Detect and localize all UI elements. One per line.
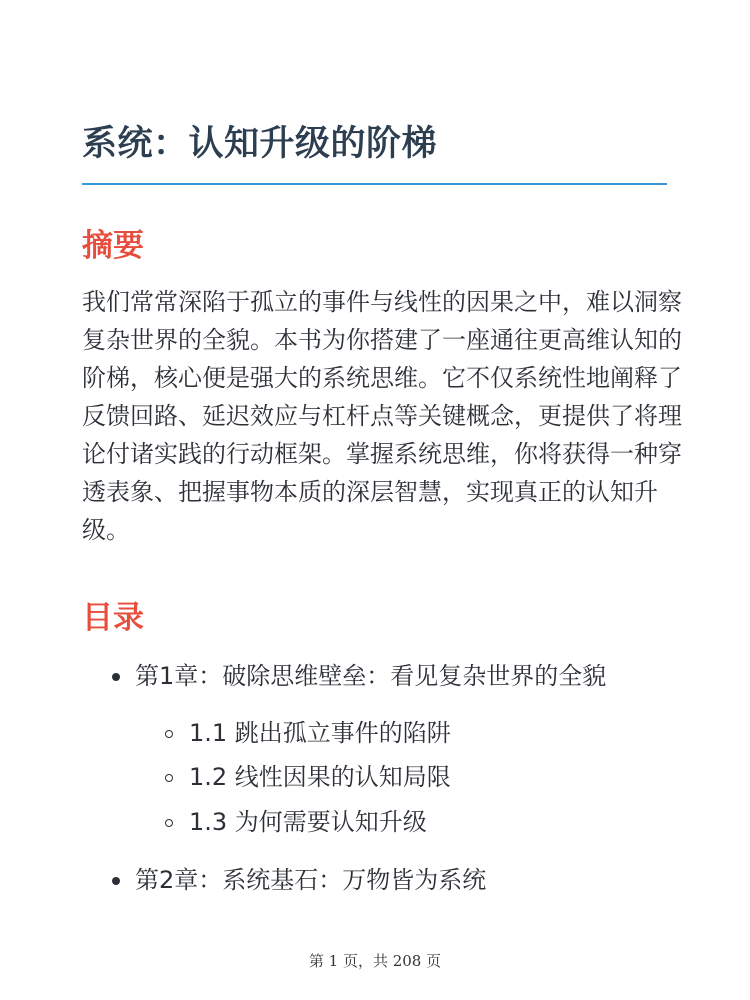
toc-chapter-2[interactable] [135, 865, 486, 895]
toc-chapter-1[interactable] [135, 661, 606, 691]
toc-heading: 目录 [82, 600, 144, 636]
toc-section-1-3[interactable] [189, 807, 427, 837]
toc-item-label: 第2章：系统基石：万物皆为系统 [135, 866, 487, 894]
toc-item-label: 1.3 为何需要认知升级 [189, 808, 427, 836]
abstract-heading: 摘要 [82, 228, 144, 264]
toc-item-label: 1.1 跳出孤立事件的陷阱 [189, 719, 451, 747]
bullet-circle-icon [165, 819, 173, 827]
abstract-paragraph: 我们常常深陷于孤立的事件与线性的因果之中，难以洞察复杂世界的全貌。本书为你搭建了一座通往更高维认知的阶梯，核心便是强大的系统思维。它不仅系统性地阐释了反馈回路、延迟效应与杠杆点等关键概念，更提供了将理论付诸实践的行动框架。掌握系统思维，你将获得一种穿透表象、把握事物本质的深层智慧，实现真正的认知升级。 [82, 288, 682, 544]
bullet-circle-icon [165, 730, 173, 738]
toc-item-label: 第1章：破除思维壁垒：看见复杂世界的全貌 [135, 662, 607, 690]
bullet-disc-icon [112, 673, 120, 681]
toc-section-1-1[interactable] [189, 718, 451, 748]
page-indicator: 第 1 页，共 208 页 [308, 952, 442, 970]
bullet-disc-icon [112, 877, 120, 885]
toc-section-1-2[interactable] [189, 762, 451, 792]
toc-item-label: 1.2 线性因果的认知局限 [189, 763, 451, 791]
title-divider [82, 183, 667, 185]
document-title: 系统：认知升级的阶梯 [82, 124, 438, 164]
bullet-circle-icon [165, 774, 173, 782]
